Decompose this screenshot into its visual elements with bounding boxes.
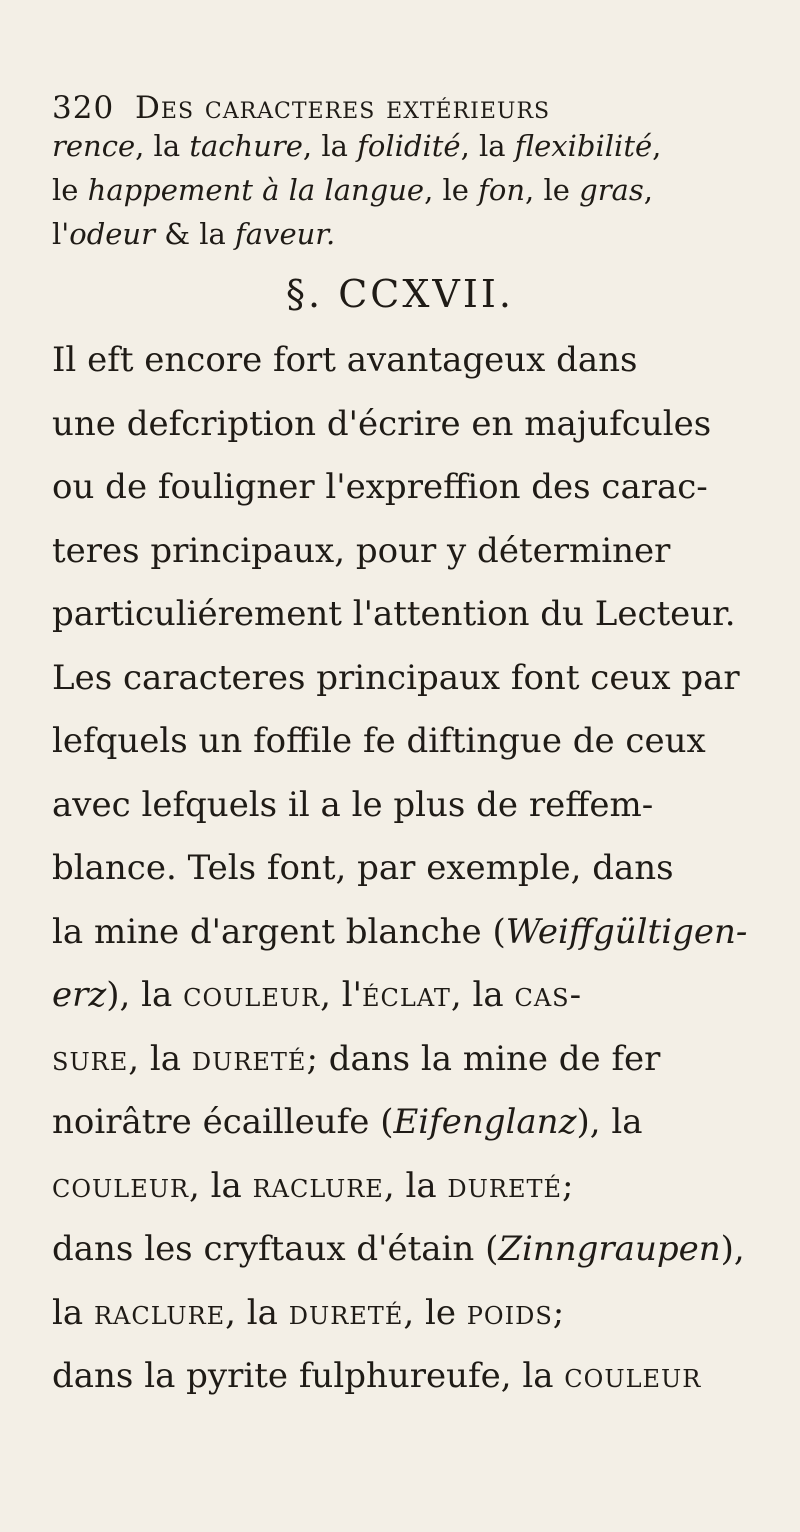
text-run: une defcription d'écrire en majufcules	[52, 403, 712, 444]
text-run: dureté	[191, 1038, 307, 1079]
text-run: , la	[128, 1038, 192, 1079]
text-line	[52, 1293, 758, 1333]
text-run: folidité	[357, 129, 461, 163]
text-line	[52, 467, 758, 507]
text-line	[52, 170, 758, 210]
running-header	[52, 90, 772, 126]
text-run: teres principaux, pour y déterminer	[52, 530, 671, 571]
text-run: dureté	[288, 1292, 404, 1333]
text-line	[52, 912, 758, 952]
text-run: éclat	[362, 975, 451, 1015]
text-run: , la	[225, 1292, 289, 1333]
page-number: 320	[52, 90, 115, 126]
text-run: ou de fouligner l'expreffion des carac-	[52, 467, 708, 507]
text-run: la	[52, 1292, 94, 1333]
text-run: ), la	[106, 975, 184, 1015]
text-line	[52, 785, 758, 825]
text-line	[52, 848, 758, 888]
text-run: ,	[643, 173, 653, 207]
text-run: , l'	[320, 975, 363, 1015]
running-title: Des caracteres extérieurs	[135, 90, 551, 126]
text-run: faveur.	[235, 217, 336, 251]
text-run: avec lefquels il a le plus de reffem-	[52, 784, 654, 825]
text-run: Les caracteres principaux font ceux par	[52, 657, 740, 698]
text-run: , la	[189, 1165, 253, 1206]
text-run: couleur	[183, 975, 321, 1015]
text-run: , la	[383, 1165, 448, 1206]
text-run: Eifenglanz	[393, 1102, 577, 1142]
text-run: ; dans la mine de fer	[306, 1038, 661, 1079]
text-run: Il eft encore fort avantageux dans	[52, 340, 638, 380]
text-run: lefquels un foffile fe diftingue de ceux	[52, 721, 706, 761]
text-run: , le	[424, 173, 479, 207]
text-line	[52, 531, 758, 571]
text-line	[52, 1102, 758, 1142]
text-line	[52, 340, 758, 380]
text-run: l'	[52, 217, 70, 251]
text-line	[52, 1229, 758, 1269]
text-run: poids	[466, 1292, 553, 1333]
text-run: , le	[525, 173, 580, 207]
text-line	[52, 404, 758, 444]
text-run: dans les cryftaux d'étain (	[52, 1229, 499, 1269]
text-run: happement à la langue	[87, 173, 425, 207]
text-run: & la	[154, 217, 236, 251]
text-run: le	[52, 173, 88, 207]
text-run: erz	[52, 975, 107, 1015]
text-run: dans la pyrite fulphureufe, la	[52, 1356, 565, 1396]
text-line	[52, 214, 758, 254]
text-run: odeur	[69, 217, 155, 251]
text-run: flexibilité	[514, 129, 653, 163]
text-run: , la	[135, 129, 190, 163]
text-run: couleur	[52, 1165, 190, 1206]
text-run: sure	[52, 1038, 129, 1079]
text-run: gras	[579, 173, 644, 207]
text-run: fon	[478, 173, 526, 207]
text-run: ), la	[576, 1102, 643, 1142]
section-heading: §. CCXVII.	[286, 272, 514, 316]
text-run: ;	[552, 1292, 565, 1333]
text-run: ,	[652, 129, 662, 163]
text-line	[52, 594, 758, 634]
text-run: , le	[403, 1292, 467, 1333]
text-run: Weiffgültigen-	[505, 911, 748, 952]
text-line	[52, 126, 758, 166]
text-run: , la	[302, 129, 358, 163]
text-line	[52, 1039, 758, 1079]
text-run: la mine d'argent blanche (	[52, 911, 506, 952]
text-run: Zinngraupen	[498, 1229, 721, 1269]
text-line	[52, 1166, 758, 1206]
text-line	[52, 1356, 758, 1396]
text-run: dureté	[447, 1165, 562, 1206]
text-run: rence	[52, 129, 136, 163]
text-run: noirâtre écailleufe (	[52, 1102, 394, 1142]
text-run: cas-	[514, 975, 583, 1015]
text-run: ),	[720, 1229, 745, 1269]
text-run: raclure	[93, 1292, 226, 1333]
text-run: couleur	[564, 1356, 702, 1396]
text-run: ;	[562, 1165, 574, 1206]
text-line	[52, 975, 758, 1015]
text-run: , la	[460, 129, 515, 163]
text-run: , la	[450, 975, 515, 1015]
text-line	[52, 658, 758, 698]
text-run: raclure	[252, 1165, 384, 1206]
text-run: particuliérement l'attention du Lecteur.	[52, 594, 736, 634]
text-run: tachure	[189, 129, 303, 163]
text-line	[52, 721, 758, 761]
text-run: blance. Tels font, par exemple, dans	[52, 848, 674, 888]
